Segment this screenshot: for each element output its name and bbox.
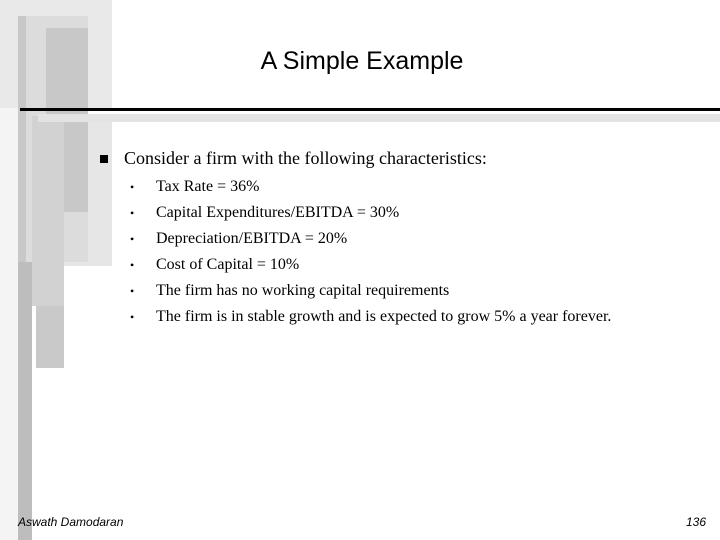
slide-title: A Simple Example [260,47,464,75]
list-item-text: Capital Expenditures/EBITDA = 30% [156,204,400,221]
sub-bullet-list [130,176,611,332]
dot-bullet-icon: • [130,206,135,220]
page-number: 136 [685,515,706,529]
list-item-text: Cost of Capital = 10% [156,256,300,273]
list-item [130,176,611,202]
main-bullet [100,148,487,169]
footer-author: Aswath Damodaran [18,515,124,529]
list-item-text: Depreciation/EBITDA = 20% [156,230,348,247]
list-item-text: The firm has no working capital requirements [156,282,450,299]
decor-block [36,306,64,368]
decor-strip [18,262,32,540]
title-rule-shadow [38,114,720,122]
list-item-text: Tax Rate = 36% [156,178,260,195]
main-bullet-text: Consider a firm with the following characteristics: [124,148,487,168]
dot-bullet-icon: • [130,258,135,272]
list-item [130,228,611,254]
list-item [130,306,611,332]
dot-bullet-icon: • [130,284,135,298]
list-item-text: The firm is in stable growth and is expected to grow 5% a year forever. [156,308,612,325]
dot-bullet-icon: • [130,180,135,194]
list-item [130,254,611,280]
title-rule [20,108,720,111]
dot-bullet-icon: • [130,232,135,246]
list-item [130,202,611,228]
list-item [130,280,611,306]
decor-block [32,116,64,306]
square-bullet-icon [100,155,108,163]
dot-bullet-icon: • [130,310,135,324]
